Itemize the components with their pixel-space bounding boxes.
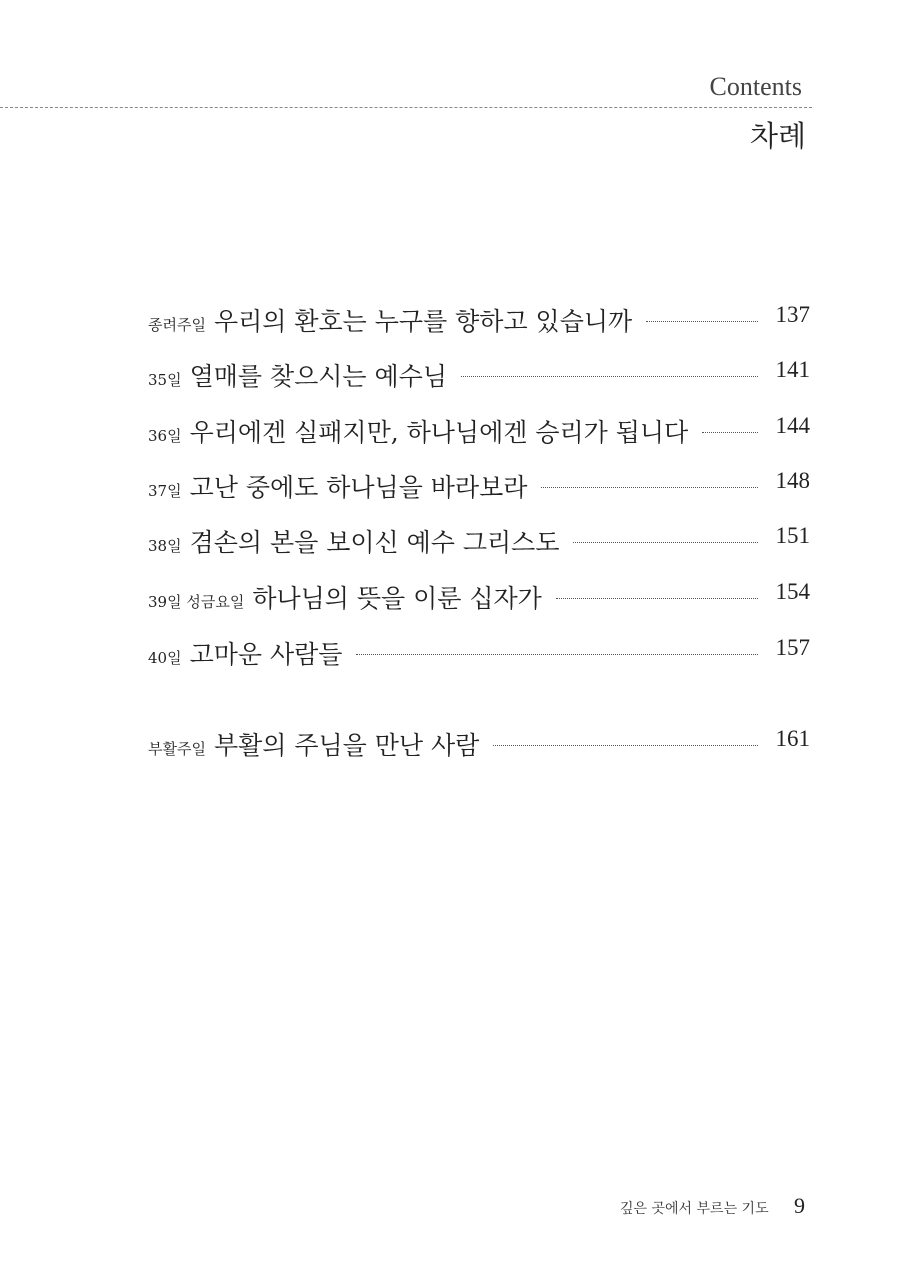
dot-leader xyxy=(702,432,758,433)
toc-entry[interactable] xyxy=(148,579,810,615)
toc-entry[interactable] xyxy=(148,357,810,393)
entry-title: 부활의 주님을 만난 사람 xyxy=(213,731,480,760)
entry-title: 하나님의 뜻을 이룬 십자가 xyxy=(252,584,542,613)
header-divider xyxy=(0,107,812,108)
entry-page: 148 xyxy=(775,468,810,493)
entry-prefix: 40일 xyxy=(148,649,182,667)
entry-title: 우리의 환호는 누구를 향하고 있습니까 xyxy=(213,307,633,336)
dot-leader xyxy=(556,598,758,599)
contents-heading-en: Contents xyxy=(709,72,802,101)
footer-page-number: 9 xyxy=(794,1193,805,1218)
dot-leader xyxy=(541,487,758,488)
entry-prefix: 종려주일 xyxy=(148,316,206,334)
entry-page: 157 xyxy=(775,635,810,660)
toc-entry[interactable] xyxy=(148,413,810,449)
entry-page: 161 xyxy=(775,726,810,751)
entry-page: 144 xyxy=(775,413,810,438)
contents-heading-ko: 차례 xyxy=(749,119,806,153)
toc-entry[interactable] xyxy=(148,523,810,559)
toc-entry[interactable] xyxy=(148,468,810,504)
toc-entry[interactable] xyxy=(148,302,810,338)
toc-entry[interactable] xyxy=(148,726,810,762)
dot-leader xyxy=(646,321,758,322)
dot-leader xyxy=(356,654,758,655)
entry-prefix: 35일 xyxy=(148,371,182,389)
dot-leader xyxy=(461,376,758,377)
toc-entry[interactable] xyxy=(148,635,810,671)
entry-page: 141 xyxy=(775,357,810,382)
entry-prefix: 36일 xyxy=(148,427,182,445)
entry-page: 137 xyxy=(775,302,810,327)
dot-leader xyxy=(573,542,758,543)
entry-page: 151 xyxy=(775,523,810,548)
entry-prefix: 부활주일 xyxy=(148,740,206,758)
footer-book-title: 깊은 곳에서 부르는 기도 xyxy=(620,1201,769,1217)
entry-page: 154 xyxy=(775,579,810,604)
entry-title: 겸손의 본을 보이신 예수 그리스도 xyxy=(189,528,560,557)
entry-title: 고난 중에도 하나님을 바라보라 xyxy=(189,473,528,502)
entry-prefix: 39일 성금요일 xyxy=(148,593,245,611)
entry-prefix: 38일 xyxy=(148,537,182,555)
entry-title: 고마운 사람들 xyxy=(189,640,343,669)
entry-prefix: 37일 xyxy=(148,482,182,500)
entry-title: 우리에겐 실패지만, 하나님에겐 승리가 됩니다 xyxy=(189,418,689,447)
entry-title: 열매를 찾으시는 예수님 xyxy=(189,362,447,391)
dot-leader xyxy=(493,745,758,746)
